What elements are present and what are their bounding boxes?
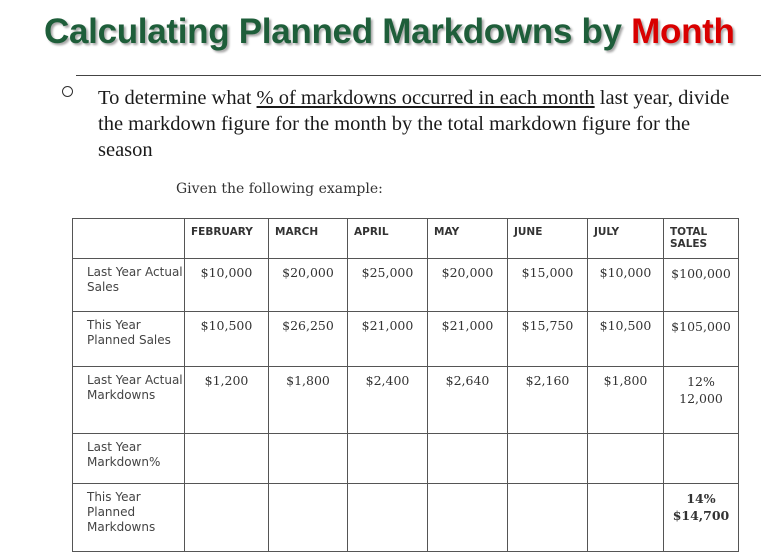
header-empty <box>73 219 185 259</box>
row-label: This Year Planned Sales <box>73 312 185 367</box>
table-cell: $21,000 <box>428 312 508 367</box>
table-cell: $10,000 <box>588 259 664 312</box>
slide-title <box>44 12 735 52</box>
total-cell <box>664 367 739 434</box>
table-cell: $1,200 <box>185 367 269 434</box>
table-cell <box>428 484 508 552</box>
table-cell: $2,400 <box>348 367 428 434</box>
column-header-total: TOTAL SALES <box>664 219 739 259</box>
table-cell <box>588 434 664 484</box>
total-cell <box>664 434 739 484</box>
total-line: 14% <box>686 491 716 506</box>
table-row <box>73 259 739 312</box>
table-row <box>73 367 739 434</box>
column-header: JULY <box>588 219 664 259</box>
table-cell: $2,160 <box>508 367 588 434</box>
table-cell: $10,500 <box>588 312 664 367</box>
total-cell <box>664 484 739 552</box>
total-line: 12% <box>687 374 715 389</box>
table-cell: $2,640 <box>428 367 508 434</box>
total-line: $105,000 <box>671 319 731 334</box>
table-cell: $26,250 <box>269 312 348 367</box>
total-cell <box>664 312 739 367</box>
table-cell: $20,000 <box>428 259 508 312</box>
table-row <box>73 312 739 367</box>
table-cell: $15,000 <box>508 259 588 312</box>
table-cell <box>508 434 588 484</box>
table-header-row <box>73 219 739 259</box>
total-cell <box>664 259 739 312</box>
table-cell: $25,000 <box>348 259 428 312</box>
total-line: $100,000 <box>671 266 731 281</box>
table-row <box>73 484 739 552</box>
example-caption: Given the following example: <box>176 181 383 197</box>
column-header: MARCH <box>269 219 348 259</box>
row-label: Last Year Actual Sales <box>73 259 185 312</box>
table-cell: $21,000 <box>348 312 428 367</box>
table-cell <box>508 484 588 552</box>
title-main: Calculating Planned Markdowns by <box>44 12 622 51</box>
bullet-text-before: To determine what <box>98 87 252 109</box>
table-cell: $15,750 <box>508 312 588 367</box>
table-cell <box>348 484 428 552</box>
total-line: $14,700 <box>672 508 730 523</box>
table-cell: $20,000 <box>269 259 348 312</box>
bullet-circle-icon <box>62 86 73 97</box>
total-line: 12,000 <box>679 391 723 406</box>
column-header: APRIL <box>348 219 428 259</box>
column-header: JUNE <box>508 219 588 259</box>
title-divider <box>76 75 761 76</box>
table-cell <box>185 484 269 552</box>
table-cell: $10,000 <box>185 259 269 312</box>
table-cell <box>428 434 508 484</box>
bullet-text-underlined: % of markdowns occurred in each month <box>256 87 595 109</box>
title-accent: Month <box>631 12 735 51</box>
table-cell: $1,800 <box>269 367 348 434</box>
markdown-table <box>72 218 739 552</box>
table-cell <box>348 434 428 484</box>
table-cell <box>588 484 664 552</box>
table-cell <box>269 484 348 552</box>
table-cell <box>185 434 269 484</box>
row-label: This Year Planned Markdowns <box>73 484 185 552</box>
bullet-text-after: last year, divide the markdown figure for the month by the total markdown figure for the season <box>98 87 730 161</box>
row-label: Last Year Markdown% <box>73 434 185 484</box>
table-cell: $1,800 <box>588 367 664 434</box>
table-row <box>73 434 739 484</box>
row-label: Last Year Actual Markdowns <box>73 367 185 434</box>
table-cell: $10,500 <box>185 312 269 367</box>
table-cell <box>269 434 348 484</box>
column-header: FEBRUARY <box>185 219 269 259</box>
column-header: MAY <box>428 219 508 259</box>
bullet-text <box>98 85 738 163</box>
